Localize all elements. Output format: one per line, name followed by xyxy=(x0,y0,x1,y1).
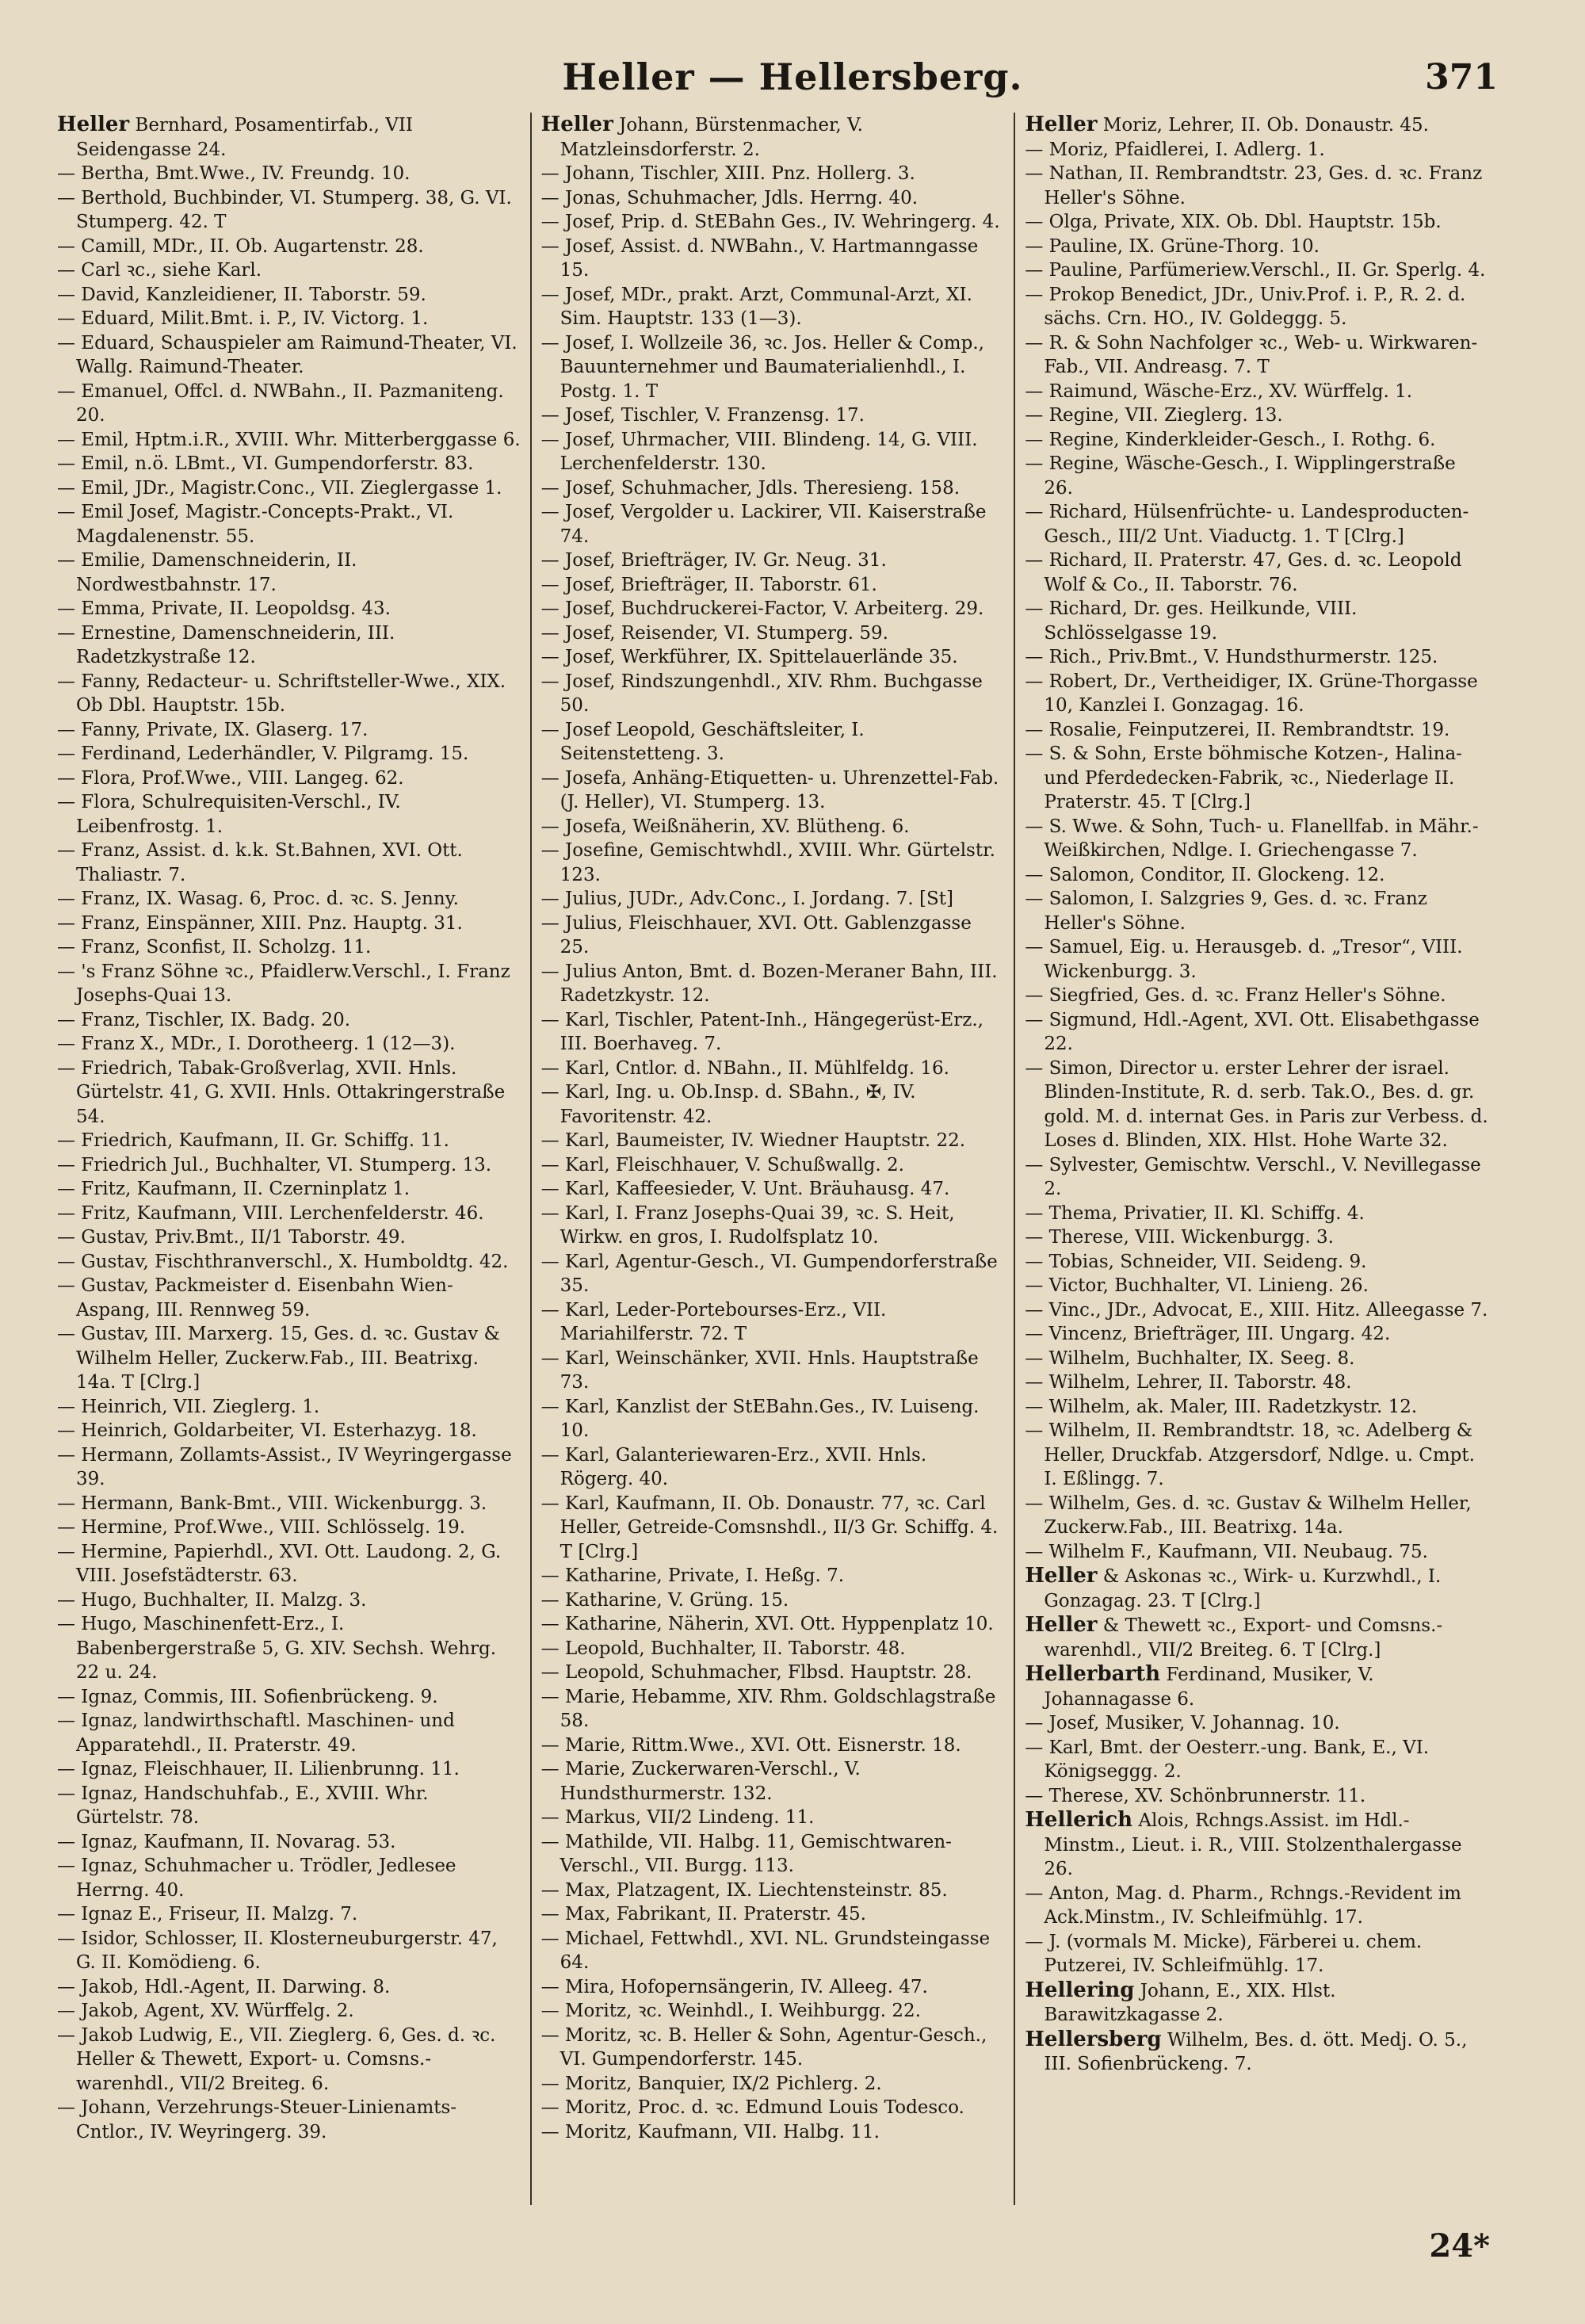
directory-entry: — Josef, Briefträger, II. Taborstr. 61. xyxy=(540,574,877,595)
directory-entry: — Josef, Werkführer, IX. Spittelauerlände 35. xyxy=(540,647,958,667)
directory-entry: — Ernestine, Damenschneiderin, III. Radetzkystraße 12. xyxy=(57,622,395,667)
directory-entry: — Jakob, Hdl.-Agent, II. Darwing. 8. xyxy=(57,1976,391,1997)
directory-entry: — R. & Sohn Nachfolger ꝛc., Web- u. Wirkwaren-Fab., VII. Andreasg. 7. T xyxy=(1025,332,1478,377)
directory-entry: — Vincenz, Briefträger, III. Ungarg. 42. xyxy=(1025,1324,1391,1344)
directory-entry: — Emanuel, Offcl. d. NWBahn., II. Pazmaniteng. 20. xyxy=(57,380,504,426)
directory-entry: — Isidor, Schlosser, II. Klosterneuburgerstr. 47, G. II. Komödieng. 6. xyxy=(57,1928,498,1973)
directory-entry: Heller Bernhard, Posamentirfab., VII Seidengasse 24. xyxy=(57,113,414,160)
directory-entry: — Hermann, Bank-Bmt., VIII. Wickenburgg. 3. xyxy=(57,1493,487,1514)
surname-headword: Hellersberg xyxy=(1025,2027,1162,2051)
directory-entry: — Max, Platzagent, IX. Liechtensteinstr. 85. xyxy=(540,1879,948,1901)
directory-entry: — Karl, Bmt. der Oesterr.-ung. Bank, E., VI. Königseggg. 2. xyxy=(1025,1737,1430,1782)
directory-entry: — Tobias, Schneider, VII. Seideng. 9. xyxy=(1025,1251,1367,1272)
directory-entry: — Julius, Fleischhauer, XVI. Ott. Gablenzgasse 25. xyxy=(540,912,972,958)
surname-headword: Hellerbarth xyxy=(1025,1662,1161,1686)
directory-entry: — Franz, Einspänner, XIII. Pnz. Hauptg. 31. xyxy=(57,912,463,934)
directory-entry: — Therese, XV. Schönbrunnerstr. 11. xyxy=(1025,1785,1366,1806)
directory-entry: — Regine, Kinderkleider-Gesch., I. Rothg. 6. xyxy=(1025,429,1436,450)
directory-entry: — Josef, I. Wollzeile 36, ꝛc. Jos. Heller & Comp., Bauunternehmer und Baumaterialienhdl., I. Postg. 1. T xyxy=(540,332,984,402)
directory-entry: — Jakob Ludwig, E., VII. Zieglerg. 6, Ges. d. ꝛc. Heller & Thewett, Export- u. Comsns.-warenhdl., VII/2 Breiteg. 6. xyxy=(57,2024,496,2094)
directory-entry: — Karl, Baumeister, IV. Wiedner Hauptstr. 22. xyxy=(540,1130,966,1151)
directory-entry: — Josefine, Gemischtwhdl., XVIII. Whr. Gürtelstr. 123. xyxy=(540,840,995,885)
directory-entry: — Karl, Weinschänker, XVII. Hnls. Hauptstraße 73. xyxy=(540,1347,979,1393)
directory-entry: — Moritz, ꝛc. B. Heller & Sohn, Agentur-Gesch., VI. Gumpendorferstr. 145. xyxy=(540,2024,987,2070)
directory-entry: — David, Kanzleidiener, II. Taborstr. 59. xyxy=(57,284,426,305)
running-title: Heller — Hellersberg. xyxy=(562,55,1023,98)
directory-entry: — Heinrich, Goldarbeiter, VI. Esterhazyg. 18. xyxy=(57,1420,477,1441)
directory-entry: — Marie, Rittm.Wwe., XVI. Ott. Eisnerstr. 18. xyxy=(540,1734,961,1756)
directory-entry: — Wilhelm, Ges. d. ꝛc. Gustav & Wilhelm Heller, Zuckerw.Fab., III. Beatrixg. 14a. xyxy=(1025,1493,1472,1538)
directory-entry: — Ignaz, Fleischhauer, II. Lilienbrunng. 11. xyxy=(57,1759,460,1779)
column-middle xyxy=(530,113,1014,2205)
surname-headword: Hellerich xyxy=(1025,1808,1133,1832)
directory-entry: — Robert, Dr., Vertheidiger, IX. Grüne-Thorgasse 10, Kanzlei I. Gonzagag. 16. xyxy=(1025,671,1478,716)
directory-entry: — Olga, Private, XIX. Ob. Dbl. Hauptstr. 15b. xyxy=(1025,212,1442,232)
directory-entry: — Friedrich, Kaufmann, II. Gr. Schiffg. 11. xyxy=(57,1130,449,1151)
directory-entry: — Fritz, Kaufmann, II. Czerninplatz 1. xyxy=(57,1179,411,1199)
directory-entry: — Josef Leopold, Geschäftsleiter, I. Seitenstetteng. 3. xyxy=(540,719,865,764)
directory-entry: — Anton, Mag. d. Pharm., Rchngs.-Revident im Ack.Minstm., IV. Schleifmühlg. 17. xyxy=(1025,1883,1461,1928)
directory-entry: — Therese, VIII. Wickenburgg. 3. xyxy=(1025,1227,1334,1248)
directory-entry: — Karl, Leder-Portebourses-Erz., VII. Mariahilferstr. 72. T xyxy=(540,1299,887,1344)
directory-entry: — Emilie, Damenschneiderin, II. Nordwestbahnstr. 17. xyxy=(57,550,357,595)
directory-entry: — Siegfried, Ges. d. ꝛc. Franz Heller's Söhne. xyxy=(1025,985,1446,1006)
directory-entry: — Mira, Hofopernsängerin, IV. Alleeg. 47. xyxy=(540,1976,928,1997)
surname-headword: Heller xyxy=(1025,1613,1098,1637)
directory-entry: — Emma, Private, II. Leopoldsg. 43. xyxy=(57,598,391,619)
directory-entry: — Hugo, Maschinenfett-Erz., I. Babenbergerstraße 5, G. XIV. Sechsh. Wehrg. 22 u. 24. xyxy=(57,1614,497,1683)
page-header xyxy=(0,49,1585,113)
directory-entry: — J. (vormals M. Micke), Färberei u. chem. Putzerei, IV. Schleifmühlg. 17. xyxy=(1025,1931,1423,1976)
directory-entry: — Moritz, Kaufmann, VII. Halbg. 11. xyxy=(540,2121,880,2142)
directory-entry: — Josef, Prip. d. StEBahn Ges., IV. Wehringerg. 4. xyxy=(540,212,1000,232)
directory-entry: — Karl, Galanteriewaren-Erz., XVII. Hnls. Rögerg. 40. xyxy=(540,1444,927,1489)
directory-entry: — Karl, Agentur-Gesch., VI. Gumpendorferstraße 35. xyxy=(540,1251,998,1296)
directory-entry: — Josef, Assist. d. NWBahn., V. Hartmanngasse 15. xyxy=(540,235,979,281)
directory-entry: — Julius, JUDr., Adv.Conc., I. Jordang. 7. [St] xyxy=(540,889,953,909)
directory-entry: — Carl ꝛc., siehe Karl. xyxy=(57,260,262,281)
directory-entry: Hellerbarth Ferdinand, Musiker, V. Johannagasse 6. xyxy=(1025,1662,1374,1710)
directory-entry: — Sigmund, Hdl.-Agent, XVI. Ott. Elisabethgasse 22. xyxy=(1025,1009,1480,1054)
directory-entry: — Karl, Tischler, Patent-Inh., Hängegerüst-Erz., III. Boerhaveg. 7. xyxy=(540,1009,983,1054)
directory-entry: — Mathilde, VII. Halbg. 11, Gemischtwaren-Verschl., VII. Burgg. 113. xyxy=(540,1831,952,1876)
directory-entry: — Katharine, V. Grüng. 15. xyxy=(540,1589,789,1611)
column-right xyxy=(1014,113,1498,2205)
directory-entry: — Eduard, Schauspieler am Raimund-Theater, VI. Wallg. Raimund-Theater. xyxy=(57,332,518,377)
directory-entry: — Max, Fabrikant, II. Praterstr. 45. xyxy=(540,1904,866,1925)
directory-entry: — Gustav, Fischthranverschl., X. Humboldtg. 42. xyxy=(57,1251,509,1272)
directory-entry: — Fritz, Kaufmann, VIII. Lerchenfelderstr. 46. xyxy=(57,1202,484,1224)
directory-entry: — Ferdinand, Lederhändler, V. Pilgramg. 15. xyxy=(57,743,469,764)
directory-entry: Heller & Askonas ꝛc., Wirk- u. Kurzwhdl., I. Gonzagag. 23. T [Clrg.] xyxy=(1025,1564,1442,1611)
directory-entry: Hellersberg Wilhelm, Bes. d. ött. Medj. O. 5., III. Sofienbrückeng. 7. xyxy=(1025,2027,1468,2074)
directory-entry: — Regine, Wäsche-Gesch., I. Wipplingerstraße 26. xyxy=(1025,453,1456,499)
directory-entry: — Ignaz, Schuhmacher u. Trödler, Jedlesee Herrng. 40. xyxy=(57,1856,456,1901)
directory-entry: — Karl, Kaufmann, II. Ob. Donaustr. 77, ꝛc. Carl Heller, Getreide-Comsnshdl., II/3 Gr. Schiffg. 4. T [Clrg.] xyxy=(540,1493,999,1562)
directory-entry: — Karl, I. Franz Josephs-Quai 39, ꝛc. S. Heit, Wirkw. en gros, I. Rudolfsplatz 10. xyxy=(540,1202,955,1248)
directory-entry: — Richard, Hülsenfrüchte- u. Landesproducten-Gesch., III/2 Unt. Viaductg. 1. T [Clrg.] xyxy=(1025,502,1469,547)
directory-entry: — Fanny, Private, IX. Glaserg. 17. xyxy=(57,719,369,740)
directory-entry: — Salomon, I. Salzgries 9, Ges. d. ꝛc. Franz Heller's Söhne. xyxy=(1025,889,1427,934)
directory-entry: — Salomon, Conditor, II. Glockeng. 12. xyxy=(1025,864,1385,885)
directory-entry: — Nathan, II. Rembrandtstr. 23, Ges. d. ꝛc. Franz Heller's Söhne. xyxy=(1025,163,1483,208)
directory-entry: — Rich., Priv.Bmt., V. Hundsthurmerstr. 125. xyxy=(1025,647,1438,667)
directory-entry: — Heinrich, VII. Zieglerg. 1. xyxy=(57,1396,320,1417)
directory-entry: — Josef, Uhrmacher, VIII. Blindeng. 14, G. VIII. Lerchenfelderstr. 130. xyxy=(540,429,978,474)
directory-entry: — Ignaz, Commis, III. Sofienbrückeng. 9. xyxy=(57,1686,438,1707)
directory-entry: — Friedrich Jul., Buchhalter, VI. Stumperg. 13. xyxy=(57,1154,492,1175)
directory-entry: — Marie, Hebamme, XIV. Rhm. Goldschlagstraße 58. xyxy=(540,1686,996,1731)
directory-entry: — Pauline, Parfümeriew.Verschl., II. Gr. Sperlg. 4. xyxy=(1025,260,1486,281)
directory-entry: — Regine, VII. Zieglerg. 13. xyxy=(1025,405,1283,426)
directory-entry: — Wilhelm, ak. Maler, III. Radetzkystr. 12. xyxy=(1025,1396,1418,1417)
directory-entry: — Karl, Cntlor. d. NBahn., II. Mühlfeldg. 16. xyxy=(540,1057,949,1079)
directory-entry: — Emil, Hptm.i.R., XVIII. Whr. Mitterberggasse 6. xyxy=(57,429,521,450)
directory-entry: — Karl, Fleischhauer, V. Schußwallg. 2. xyxy=(540,1154,904,1175)
directory-entry: — Wilhelm, Lehrer, II. Taborstr. 48. xyxy=(1025,1372,1352,1393)
surname-headword: Heller xyxy=(540,113,613,136)
directory-entry: Hellerich Alois, Rchngs.Assist. im Hdl.-Minstm., Lieut. i. R., VIII. Stolzenthalergasse 26. xyxy=(1025,1808,1462,1879)
directory-entry: — Josefa, Anhäng-Etiquetten- u. Uhrenzettel-Fab. (J. Heller), VI. Stumperg. 13. xyxy=(540,767,999,812)
directory-entry: — Josef, Rindszungenhdl., XIV. Rhm. Buchgasse 50. xyxy=(540,671,983,716)
directory-entry: — Franz, Tischler, IX. Badg. 20. xyxy=(57,1009,351,1030)
directory-entry: — Katharine, Näherin, XVI. Ott. Hyppenplatz 10. xyxy=(540,1614,994,1634)
directory-entry: — Moriz, Pfaidlerei, I. Adlerg. 1. xyxy=(1025,139,1325,160)
directory-entry: — Franz, IX. Wasag. 6, Proc. d. ꝛc. S. Jenny. xyxy=(57,889,459,909)
directory-entry: — Bertha, Bmt.Wwe., IV. Freundg. 10. xyxy=(57,163,411,184)
directory-entry: — Jonas, Schuhmacher, Jdls. Herrng. 40. xyxy=(540,187,919,208)
directory-entry: — Katharine, Private, I. Heßg. 7. xyxy=(540,1565,845,1586)
directory-entry: Heller Johann, Bürstenmacher, V. Matzleinsdorferstr. 2. xyxy=(540,113,863,160)
surname-headword: Heller xyxy=(1025,113,1098,136)
directory-entry: — Gustav, Priv.Bmt., II/1 Taborstr. 49. xyxy=(57,1227,406,1248)
directory-entry: — Prokop Benedict, JDr., Univ.Prof. i. P., R. 2. d. sächs. Crn. HO., IV. Goldeggg. 5. xyxy=(1025,284,1466,329)
directory-entry: — Flora, Prof.Wwe., VIII. Langeg. 62. xyxy=(57,767,404,789)
directory-entry: — Gustav, III. Marxerg. 15, Ges. d. ꝛc. Gustav & Wilhelm Heller, Zuckerw.Fab., III. Beatrixg. 14a. T [Clrg.] xyxy=(57,1324,500,1393)
directory-entry: — Raimund, Wäsche-Erz., XV. Würffelg. 1. xyxy=(1025,380,1413,402)
directory-entry: — Camill, MDr., II. Ob. Augartenstr. 28. xyxy=(57,235,424,257)
directory-entry: — Josef, Schuhmacher, Jdls. Theresieng. 158. xyxy=(540,477,961,499)
directory-entry: — Rosalie, Feinputzerei, II. Rembrandtstr. 19. xyxy=(1025,719,1450,740)
directory-entry: — Karl, Kaffeesieder, V. Unt. Bräuhausg. 47. xyxy=(540,1179,950,1199)
directory-entry: — Wilhelm F., Kaufmann, VII. Neubaug. 75. xyxy=(1025,1541,1428,1562)
directory-entry: — Ignaz E., Friseur, II. Malzg. 7. xyxy=(57,1904,358,1925)
directory-entry: — Wilhelm, II. Rembrandtstr. 18, ꝛc. Adelberg & Heller, Druckfab. Atzgersdorf, Ndlge. u. Cmpt. I. Eßlingg. 7. xyxy=(1025,1420,1475,1489)
directory-entry: Hellering Johann, E., XIX. Hlst. Barawitzkagasse 2. xyxy=(1025,1978,1336,2025)
directory-entry: — Josefa, Weißnäherin, XV. Blütheng. 6. xyxy=(540,816,910,837)
directory-entry: — Hugo, Buchhalter, II. Malzg. 3. xyxy=(57,1589,367,1611)
directory-entry: — Josef, Buchdruckerei-Factor, V. Arbeiterg. 29. xyxy=(540,598,984,619)
directory-entry: — Fanny, Redacteur- u. Schriftsteller-Wwe., XIX. Ob Dbl. Hauptstr. 15b. xyxy=(57,671,506,716)
directory-entry: — Samuel, Eig. u. Herausgeb. d. „Tresor“, VIII. Wickenburgg. 3. xyxy=(1025,937,1463,982)
directory-entry: — Sylvester, Gemischtw. Verschl., V. Nevillegasse 2. xyxy=(1025,1154,1481,1199)
directory-entry: — Karl, Ing. u. Ob.Insp. d. SBahn., ✠, IV. Favoritenstr. 42. xyxy=(540,1082,916,1127)
directory-entry: — Simon, Director u. erster Lehrer der israel. Blinden-Institute, R. d. serb. Tak.O., Bes. d. gr. gold. M. d. internat Ges. in Paris zur Verbess. d. Loses d. Blinden, XIX. Hlst. Hohe Warte 32. xyxy=(1025,1057,1488,1151)
directory-entry: — Moritz, ꝛc. Weinhdl., I. Weihburgg. 22. xyxy=(540,2001,921,2021)
directory-entry: — Karl, Kanzlist der StEBahn.Ges., IV. Luiseng. 10. xyxy=(540,1396,980,1441)
surname-headword: Heller xyxy=(57,113,130,136)
column-left xyxy=(48,113,530,2205)
directory-entry: — Emil, JDr., Magistr.Conc., VII. Zieglergasse 1. xyxy=(57,477,502,499)
directory-entry: — Pauline, IX. Grüne-Thorg. 10. xyxy=(1025,235,1320,257)
directory-entry: — Josef, Musiker, V. Johannag. 10. xyxy=(1025,1713,1340,1733)
directory-columns xyxy=(48,113,1498,2205)
directory-entry: — Julius Anton, Bmt. d. Bozen-Meraner Bahn, III. Radetzkystr. 12. xyxy=(540,961,998,1006)
directory-entry: — Richard, II. Praterstr. 47, Ges. d. ꝛc. Leopold Wolf & Co., II. Taborstr. 76. xyxy=(1025,550,1462,595)
directory-entry: — Moritz, Banquier, IX/2 Pichlerg. 2. xyxy=(540,2073,882,2094)
directory-entry: — Thema, Privatier, II. Kl. Schiffg. 4. xyxy=(1025,1202,1365,1224)
directory-entry: — Johann, Tischler, XIII. Pnz. Hollerg. 3. xyxy=(540,163,915,184)
directory-entry: — Josef, MDr., prakt. Arzt, Communal-Arzt, XI. Sim. Hauptstr. 133 (1—3). xyxy=(540,284,972,329)
directory-entry: — Hermine, Papierhdl., XVI. Ott. Laudong. 2, G. VIII. Josefstädterstr. 63. xyxy=(57,1541,502,1586)
surname-headword: Hellering xyxy=(1025,1978,1135,2002)
directory-entry: — Josef, Tischler, V. Franzensg. 17. xyxy=(540,405,865,426)
directory-entry: — Markus, VII/2 Lindeng. 11. xyxy=(540,1807,815,1828)
directory-entry: — Marie, Zuckerwaren-Verschl., V. Hundsthurmerstr. 132. xyxy=(540,1759,861,1804)
directory-entry: — S. Wwe. & Sohn, Tuch- u. Flanellfab. in Mähr.-Weißkirchen, Ndlge. I. Griechengasse 7. xyxy=(1025,816,1479,861)
directory-entry: — Josef, Vergolder u. Lackirer, VII. Kaiserstraße 74. xyxy=(540,502,987,547)
directory-entry: — Ignaz, Kaufmann, II. Novarag. 53. xyxy=(57,1831,396,1852)
directory-entry: — Gustav, Packmeister d. Eisenbahn Wien-Aspang, III. Rennweg 59. xyxy=(57,1275,453,1321)
directory-entry: — Hermine, Prof.Wwe., VIII. Schlösselg. 19. xyxy=(57,1517,466,1538)
directory-entry: Heller Moriz, Lehrer, II. Ob. Donaustr. 45. xyxy=(1025,113,1429,136)
surname-headword: Heller xyxy=(1025,1564,1098,1588)
directory-entry: — Eduard, Milit.Bmt. i. P., IV. Victorg. 1. xyxy=(57,308,429,329)
directory-entry: — Friedrich, Tabak-Großverlag, XVII. Hnls. Gürtelstr. 41, G. XVII. Hnls. Ottakringerstraße 54. xyxy=(57,1057,506,1127)
directory-entry: — Franz, Sconfist, II. Scholzg. 11. xyxy=(57,937,372,958)
directory-entry: — Flora, Schulrequisiten-Verschl., IV. Leibenfrostg. 1. xyxy=(57,792,401,837)
directory-entry: — Emil Josef, Magistr.-Concepts-Prakt., VI. Magdalenenstr. 55. xyxy=(57,502,454,547)
directory-entry: — Leopold, Buchhalter, II. Taborstr. 48. xyxy=(540,1638,906,1659)
directory-entry: — Emil, n.ö. LBmt., VI. Gumpendorferstr. 83. xyxy=(57,453,474,474)
directory-entry: — 's Franz Söhne ꝛc., Pfaidlerw.Verschl., I. Franz Josephs-Quai 13. xyxy=(57,961,510,1006)
directory-entry: Heller & Thewett ꝛc., Export- und Comsns.-warenhdl., VII/2 Breiteg. 6. T [Clrg.] xyxy=(1025,1613,1443,1661)
directory-entry: — Jakob, Agent, XV. Würffelg. 2. xyxy=(57,2001,354,2021)
directory-entry: — Josef, Reisender, VI. Stumperg. 59. xyxy=(540,622,888,644)
directory-entry: — Leopold, Schuhmacher, Flbsd. Hauptstr. 28. xyxy=(540,1662,972,1683)
directory-entry: — Vinc., JDr., Advocat, E., XIII. Hitz. Alleegasse 7. xyxy=(1025,1299,1488,1321)
directory-entry: — Ignaz, landwirthschaftl. Maschinen- und Apparatehdl., II. Praterstr. 49. xyxy=(57,1711,455,1756)
directory-entry: — Richard, Dr. ges. Heilkunde, VIII. Schlösselgasse 19. xyxy=(1025,598,1358,644)
page-number: 371 xyxy=(1425,57,1498,97)
directory-entry: — Franz, Assist. d. k.k. St.Bahnen, XVI. Ott. Thaliastr. 7. xyxy=(57,840,463,885)
directory-entry: — Franz X., MDr., I. Dorotheerg. 1 (12—3). xyxy=(57,1034,456,1054)
directory-entry: — S. & Sohn, Erste böhmische Kotzen-, Halina- und Pferdedecken-Fabrik, ꝛc., Niederlage II. Praterstr. 45. T [Clrg.] xyxy=(1025,743,1462,812)
directory-entry: — Wilhelm, Buchhalter, IX. Seeg. 8. xyxy=(1025,1347,1355,1369)
directory-entry: — Michael, Fettwhdl., XVI. NL. Grundsteingasse 64. xyxy=(540,1928,991,1973)
directory-entry: — Johann, Verzehrungs-Steuer-Linienamts-Cntlor., IV. Weyringerg. 39. xyxy=(57,2097,457,2142)
directory-entry: — Moritz, Proc. d. ꝛc. Edmund Louis Todesco. xyxy=(540,2097,964,2118)
directory-entry: — Ignaz, Handschuhfab., E., XVIII. Whr. Gürtelstr. 78. xyxy=(57,1783,429,1828)
signature-mark: 24* xyxy=(1429,2227,1490,2265)
directory-entry: — Josef, Briefträger, IV. Gr. Neug. 31. xyxy=(540,550,887,571)
directory-entry: — Victor, Buchhalter, VI. Linieng. 26. xyxy=(1025,1275,1369,1296)
directory-entry: — Hermann, Zollamts-Assist., IV Weyringergasse 39. xyxy=(57,1444,512,1489)
directory-entry: — Berthold, Buchbinder, VI. Stumperg. 38, G. VI. Stumperg. 42. T xyxy=(57,187,512,232)
